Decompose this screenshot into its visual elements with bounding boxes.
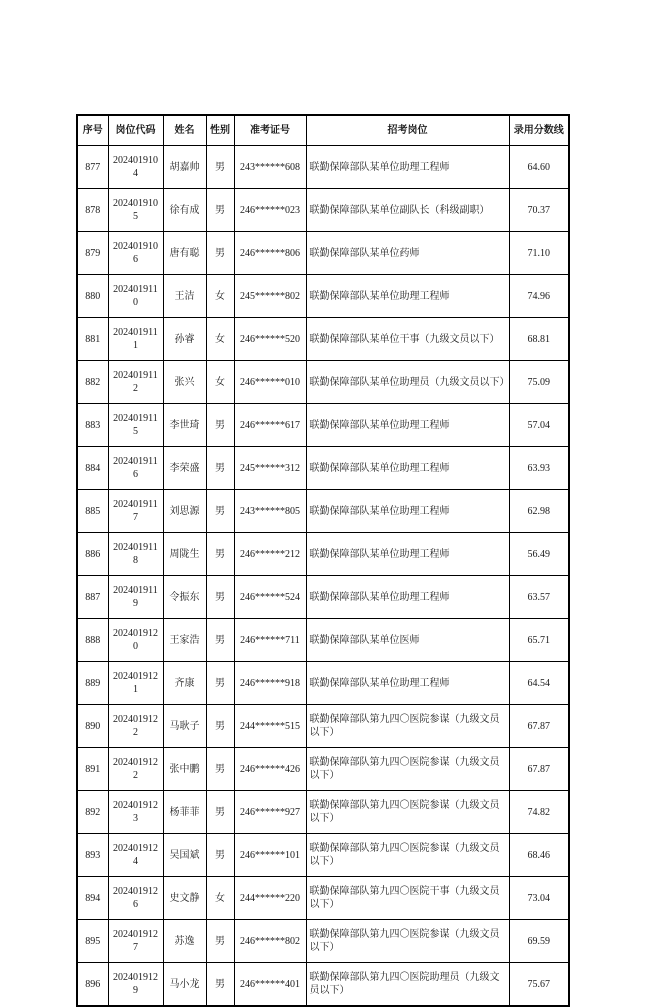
cell-position-code: 2024019110 [108, 275, 163, 318]
header-seq: 序号 [77, 115, 108, 146]
cell-score: 71.10 [509, 232, 569, 275]
cell-position: 联勤保障部队某单位助理工程师 [306, 404, 509, 447]
cell-exam-id: 246******401 [234, 963, 306, 1007]
cell-position: 联勤保障部队某单位副队长（科级副职） [306, 189, 509, 232]
table-row [77, 920, 569, 963]
cell-exam-id: 246******212 [234, 533, 306, 576]
cell-gender: 男 [206, 662, 234, 705]
cell-score: 75.67 [509, 963, 569, 1007]
cell-score: 56.49 [509, 533, 569, 576]
table-row [77, 705, 569, 748]
cell-gender: 男 [206, 533, 234, 576]
cell-gender: 男 [206, 963, 234, 1007]
cell-gender: 男 [206, 920, 234, 963]
cell-position-code: 2024019104 [108, 146, 163, 189]
cell-seq: 878 [77, 189, 108, 232]
cell-score: 57.04 [509, 404, 569, 447]
cell-exam-id: 246******617 [234, 404, 306, 447]
header-row [77, 115, 569, 146]
cell-name: 徐有成 [163, 189, 206, 232]
cell-seq: 896 [77, 963, 108, 1007]
header-position-code: 岗位代码 [108, 115, 163, 146]
cell-exam-id: 244******220 [234, 877, 306, 920]
cell-name: 马耿子 [163, 705, 206, 748]
header-gender: 性别 [206, 115, 234, 146]
cell-seq: 884 [77, 447, 108, 490]
cell-name: 吴国斌 [163, 834, 206, 877]
cell-position: 联勤保障部队某单位助理工程师 [306, 533, 509, 576]
cell-seq: 879 [77, 232, 108, 275]
cell-score: 63.93 [509, 447, 569, 490]
cell-exam-id: 246******101 [234, 834, 306, 877]
table-body [77, 146, 569, 1007]
cell-position-code: 2024019112 [108, 361, 163, 404]
table-row [77, 189, 569, 232]
cell-position: 联勤保障部队某单位助理工程师 [306, 490, 509, 533]
cell-exam-id: 246******010 [234, 361, 306, 404]
table-row [77, 834, 569, 877]
cell-exam-id: 246******520 [234, 318, 306, 361]
cell-exam-id: 246******524 [234, 576, 306, 619]
table-row [77, 619, 569, 662]
cell-position-code: 2024019106 [108, 232, 163, 275]
cell-position-code: 2024019105 [108, 189, 163, 232]
table-row [77, 404, 569, 447]
cell-gender: 男 [206, 705, 234, 748]
cell-position-code: 2024019121 [108, 662, 163, 705]
cell-position-code: 2024019124 [108, 834, 163, 877]
cell-score: 64.60 [509, 146, 569, 189]
cell-gender: 男 [206, 791, 234, 834]
cell-score: 73.04 [509, 877, 569, 920]
cell-position-code: 2024019119 [108, 576, 163, 619]
cell-gender: 女 [206, 318, 234, 361]
table-row [77, 275, 569, 318]
cell-gender: 男 [206, 189, 234, 232]
cell-exam-id: 246******023 [234, 189, 306, 232]
cell-exam-id: 246******927 [234, 791, 306, 834]
cell-name: 令振东 [163, 576, 206, 619]
cell-name: 杨菲菲 [163, 791, 206, 834]
header-exam-id: 准考证号 [234, 115, 306, 146]
cell-name: 周陇生 [163, 533, 206, 576]
table-row [77, 877, 569, 920]
cell-position: 联勤保障部队某单位助理工程师 [306, 662, 509, 705]
cell-position-code: 2024019123 [108, 791, 163, 834]
cell-exam-id: 245******802 [234, 275, 306, 318]
cell-name: 马小龙 [163, 963, 206, 1007]
cell-score: 70.37 [509, 189, 569, 232]
cell-position-code: 2024019115 [108, 404, 163, 447]
cell-score: 67.87 [509, 705, 569, 748]
header-score: 录用分数线 [509, 115, 569, 146]
cell-name: 唐有聪 [163, 232, 206, 275]
cell-position: 联勤保障部队第九四〇医院助理员（九级文员以下） [306, 963, 509, 1007]
table-row [77, 748, 569, 791]
cell-name: 李荣盛 [163, 447, 206, 490]
cell-seq: 889 [77, 662, 108, 705]
cell-position-code: 2024019127 [108, 920, 163, 963]
cell-position-code: 2024019129 [108, 963, 163, 1007]
cell-exam-id: 243******805 [234, 490, 306, 533]
cell-seq: 877 [77, 146, 108, 189]
cell-gender: 男 [206, 232, 234, 275]
cell-name: 张中鹏 [163, 748, 206, 791]
cell-exam-id: 246******711 [234, 619, 306, 662]
table-row [77, 490, 569, 533]
cell-position: 联勤保障部队第九四〇医院参谋（九级文员以下） [306, 705, 509, 748]
cell-position: 联勤保障部队第九四〇医院参谋（九级文员以下） [306, 748, 509, 791]
recruitment-score-table [76, 114, 570, 1007]
cell-position: 联勤保障部队某单位助理工程师 [306, 146, 509, 189]
table-row [77, 146, 569, 189]
cell-position-code: 2024019117 [108, 490, 163, 533]
cell-gender: 男 [206, 146, 234, 189]
cell-gender: 男 [206, 834, 234, 877]
cell-name: 刘思源 [163, 490, 206, 533]
cell-position-code: 2024019118 [108, 533, 163, 576]
cell-seq: 881 [77, 318, 108, 361]
table-row [77, 791, 569, 834]
cell-seq: 895 [77, 920, 108, 963]
table-row [77, 576, 569, 619]
cell-score: 74.96 [509, 275, 569, 318]
cell-name: 孙睿 [163, 318, 206, 361]
cell-score: 74.82 [509, 791, 569, 834]
table-row [77, 232, 569, 275]
cell-exam-id: 246******426 [234, 748, 306, 791]
cell-score: 62.98 [509, 490, 569, 533]
cell-position: 联勤保障部队第九四〇医院参谋（九级文员以下） [306, 920, 509, 963]
header-name: 姓名 [163, 115, 206, 146]
cell-seq: 888 [77, 619, 108, 662]
cell-gender: 女 [206, 361, 234, 404]
cell-position: 联勤保障部队某单位助理员（九级文员以下） [306, 361, 509, 404]
cell-score: 68.46 [509, 834, 569, 877]
cell-seq: 891 [77, 748, 108, 791]
cell-seq: 892 [77, 791, 108, 834]
cell-position-code: 2024019122 [108, 748, 163, 791]
table-row [77, 963, 569, 1007]
cell-position: 联勤保障部队某单位医师 [306, 619, 509, 662]
cell-name: 胡嘉帅 [163, 146, 206, 189]
cell-seq: 883 [77, 404, 108, 447]
header-position: 招考岗位 [306, 115, 509, 146]
cell-position: 联勤保障部队第九四〇医院参谋（九级文员以下） [306, 791, 509, 834]
cell-gender: 男 [206, 490, 234, 533]
cell-score: 65.71 [509, 619, 569, 662]
cell-name: 李世琦 [163, 404, 206, 447]
cell-score: 69.59 [509, 920, 569, 963]
cell-gender: 女 [206, 275, 234, 318]
cell-name: 张兴 [163, 361, 206, 404]
cell-score: 63.57 [509, 576, 569, 619]
table-row [77, 318, 569, 361]
cell-position: 联勤保障部队第九四〇医院干事（九级文员以下） [306, 877, 509, 920]
cell-exam-id: 246******802 [234, 920, 306, 963]
cell-position: 联勤保障部队某单位助理工程师 [306, 275, 509, 318]
cell-exam-id: 246******918 [234, 662, 306, 705]
cell-position-code: 2024019111 [108, 318, 163, 361]
cell-gender: 男 [206, 404, 234, 447]
cell-name: 史文静 [163, 877, 206, 920]
cell-position: 联勤保障部队某单位药师 [306, 232, 509, 275]
cell-seq: 894 [77, 877, 108, 920]
cell-seq: 885 [77, 490, 108, 533]
cell-position-code: 2024019122 [108, 705, 163, 748]
cell-position-code: 2024019116 [108, 447, 163, 490]
cell-seq: 880 [77, 275, 108, 318]
cell-score: 67.87 [509, 748, 569, 791]
cell-name: 王洁 [163, 275, 206, 318]
table-row [77, 533, 569, 576]
cell-gender: 男 [206, 748, 234, 791]
cell-position: 联勤保障部队某单位助理工程师 [306, 576, 509, 619]
table-row [77, 447, 569, 490]
cell-seq: 887 [77, 576, 108, 619]
cell-position: 联勤保障部队某单位助理工程师 [306, 447, 509, 490]
cell-name: 齐康 [163, 662, 206, 705]
cell-name: 王家浩 [163, 619, 206, 662]
cell-gender: 男 [206, 447, 234, 490]
cell-exam-id: 245******312 [234, 447, 306, 490]
cell-exam-id: 244******515 [234, 705, 306, 748]
cell-score: 75.09 [509, 361, 569, 404]
cell-position: 联勤保障部队某单位干事（九级文员以下） [306, 318, 509, 361]
cell-name: 苏逸 [163, 920, 206, 963]
cell-exam-id: 246******806 [234, 232, 306, 275]
cell-seq: 882 [77, 361, 108, 404]
table-header [77, 115, 569, 146]
cell-position: 联勤保障部队第九四〇医院参谋（九级文员以下） [306, 834, 509, 877]
cell-score: 64.54 [509, 662, 569, 705]
cell-score: 68.81 [509, 318, 569, 361]
cell-position-code: 2024019126 [108, 877, 163, 920]
cell-gender: 男 [206, 619, 234, 662]
cell-seq: 890 [77, 705, 108, 748]
cell-exam-id: 243******608 [234, 146, 306, 189]
cell-seq: 886 [77, 533, 108, 576]
table-row [77, 662, 569, 705]
cell-gender: 女 [206, 877, 234, 920]
table-row [77, 361, 569, 404]
cell-seq: 893 [77, 834, 108, 877]
cell-gender: 男 [206, 576, 234, 619]
cell-position-code: 2024019120 [108, 619, 163, 662]
